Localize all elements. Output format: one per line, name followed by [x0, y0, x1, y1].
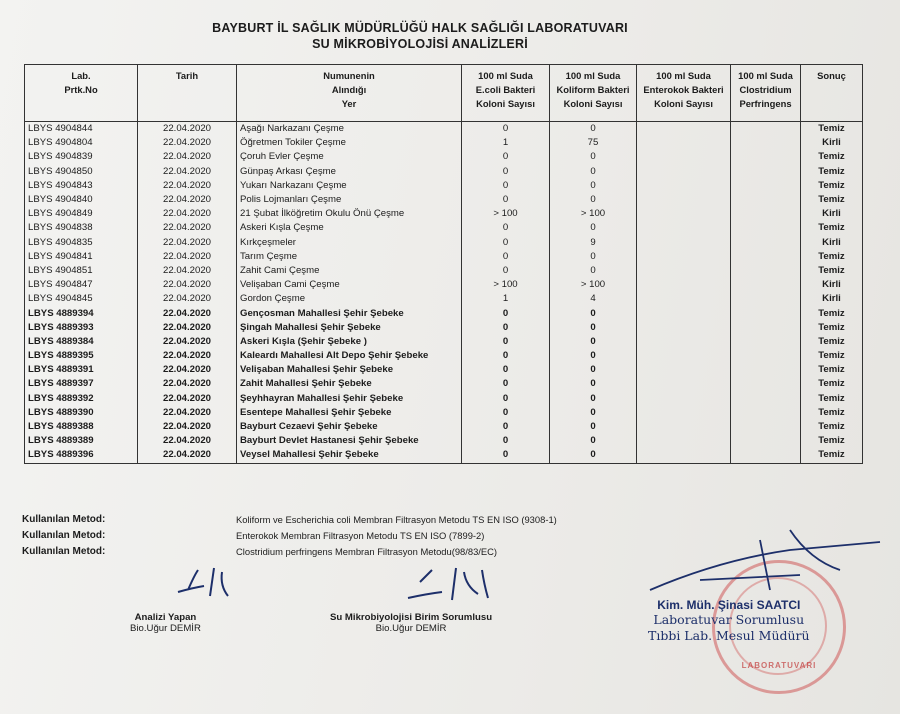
table-row: [25, 264, 863, 278]
result-cell: Temiz: [801, 221, 863, 235]
enterokok-cell: [637, 292, 731, 306]
ecoli-cell: > 100: [462, 278, 550, 292]
analyst-role: Analizi Yapan: [134, 612, 197, 623]
enterokok-cell: [637, 122, 731, 137]
analysis-table: [24, 64, 863, 464]
enterokok-cell: [637, 193, 731, 207]
lab-no-cell: LBYS 4889394: [25, 306, 138, 320]
clostridium-cell: [731, 278, 801, 292]
chief-name: Kim. Müh. Şinasi SAATCI: [657, 598, 801, 612]
place-cell: Velişaban Cami Çeşme: [237, 278, 462, 292]
clostridium-cell: [731, 292, 801, 306]
result-cell: Temiz: [801, 363, 863, 377]
date-cell: 22.04.2020: [138, 420, 237, 434]
koliform-cell: 0: [550, 392, 637, 406]
method-value: Enterokok Membran Filtrasyon Metodu TS EN ISO (7899-2): [236, 530, 485, 541]
title-line-1: BAYBURT İL SAĞLIK MÜDÜRLÜĞÜ HALK SAĞLIĞI LABORATUVARI: [212, 21, 628, 35]
ecoli-cell: 0: [462, 236, 550, 250]
col-header-clostridium: 100 ml Suda Clostridium Perfringens: [731, 65, 801, 122]
result-cell: Kirli: [801, 236, 863, 250]
clostridium-cell: [731, 207, 801, 221]
method-value: Koliform ve Escherichia coli Membran Filtrasyon Metodu TS EN ISO (9308-1): [236, 514, 557, 525]
date-cell: 22.04.2020: [138, 335, 237, 349]
clostridium-cell: [731, 377, 801, 391]
table-row: [25, 165, 863, 179]
koliform-cell: 0: [550, 406, 637, 420]
ecoli-cell: 0: [462, 250, 550, 264]
clostridium-cell: [731, 136, 801, 150]
clostridium-cell: [731, 150, 801, 164]
date-cell: 22.04.2020: [138, 278, 237, 292]
clostridium-cell: [731, 193, 801, 207]
lab-no-cell: LBYS 4904849: [25, 207, 138, 221]
result-cell: Temiz: [801, 306, 863, 320]
date-cell: 22.04.2020: [138, 150, 237, 164]
method-value: Clostridium perfringens Membran Filtrasyon Metodu(98/83/EC): [236, 546, 498, 557]
ecoli-cell: 0: [462, 434, 550, 448]
ecoli-cell: 0: [462, 448, 550, 463]
chief-signature: [640, 520, 890, 600]
place-cell: Askeri Kışla Çeşme: [237, 221, 462, 235]
enterokok-cell: [637, 250, 731, 264]
lab-no-cell: LBYS 4889397: [25, 377, 138, 391]
date-cell: 22.04.2020: [138, 207, 237, 221]
clostridium-cell: [731, 306, 801, 320]
result-cell: Temiz: [801, 392, 863, 406]
col-header-date: Tarih: [138, 65, 237, 122]
place-cell: Şeyhhayran Mahallesi Şehir Şebeke: [237, 392, 462, 406]
clostridium-cell: [731, 321, 801, 335]
result-cell: Temiz: [801, 150, 863, 164]
table-row: [25, 193, 863, 207]
koliform-cell: 0: [550, 321, 637, 335]
table-body: [25, 122, 863, 464]
table-row: [25, 122, 863, 137]
col-header-koliform: 100 ml Suda Koliform Bakteri Koloni Sayısı: [550, 65, 637, 122]
clostridium-cell: [731, 165, 801, 179]
clostridium-cell: [731, 335, 801, 349]
table-row: [25, 377, 863, 391]
koliform-cell: 0: [550, 179, 637, 193]
koliform-cell: 0: [550, 193, 637, 207]
lab-no-cell: LBYS 4889392: [25, 392, 138, 406]
place-cell: Esentepe Mahallesi Şehir Şebeke: [237, 406, 462, 420]
document-title: [160, 20, 680, 52]
table-row: [25, 448, 863, 463]
enterokok-cell: [637, 236, 731, 250]
result-cell: Temiz: [801, 335, 863, 349]
enterokok-cell: [637, 420, 731, 434]
result-cell: Kirli: [801, 207, 863, 221]
lab-no-cell: LBYS 4904839: [25, 150, 138, 164]
enterokok-cell: [637, 136, 731, 150]
place-cell: Çoruh Evler Çeşme: [237, 150, 462, 164]
koliform-cell: > 100: [550, 207, 637, 221]
ecoli-cell: 0: [462, 122, 550, 137]
koliform-cell: 4: [550, 292, 637, 306]
table-row: [25, 406, 863, 420]
ecoli-cell: 0: [462, 321, 550, 335]
place-cell: Yukarı Narkazanı Çeşme: [237, 179, 462, 193]
enterokok-cell: [637, 434, 731, 448]
enterokok-cell: [637, 406, 731, 420]
result-cell: Temiz: [801, 434, 863, 448]
table-row: [25, 136, 863, 150]
place-cell: Gordon Çeşme: [237, 292, 462, 306]
clostridium-cell: [731, 250, 801, 264]
ecoli-cell: 0: [462, 420, 550, 434]
clostridium-cell: [731, 264, 801, 278]
koliform-cell: 0: [550, 264, 637, 278]
lab-no-cell: LBYS 4889390: [25, 406, 138, 420]
place-cell: Kaleardı Mahallesi Alt Depo Şehir Şebeke: [237, 349, 462, 363]
enterokok-cell: [637, 165, 731, 179]
date-cell: 22.04.2020: [138, 363, 237, 377]
lab-no-cell: LBYS 4904851: [25, 264, 138, 278]
koliform-cell: 0: [550, 377, 637, 391]
place-cell: Bayburt Cezaevi Şehir Şebeke: [237, 420, 462, 434]
ecoli-cell: 1: [462, 136, 550, 150]
clostridium-cell: [731, 349, 801, 363]
analyst-name: Bio.Uğur DEMİR: [130, 623, 201, 634]
lab-no-cell: LBYS 4904835: [25, 236, 138, 250]
table-row: [25, 207, 863, 221]
analyst-signature: [170, 562, 250, 602]
place-cell: Zahit Mahallesi Şehir Şebeke: [237, 377, 462, 391]
result-cell: Temiz: [801, 377, 863, 391]
date-cell: 22.04.2020: [138, 221, 237, 235]
clostridium-cell: [731, 420, 801, 434]
clostridium-cell: [731, 221, 801, 235]
place-cell: Aşağı Narkazanı Çeşme: [237, 122, 462, 137]
result-cell: Temiz: [801, 264, 863, 278]
place-cell: Günpaş Arkası Çeşme: [237, 165, 462, 179]
clostridium-cell: [731, 448, 801, 463]
place-cell: Polis Lojmanları Çeşme: [237, 193, 462, 207]
ecoli-cell: 0: [462, 392, 550, 406]
koliform-cell: 0: [550, 221, 637, 235]
date-cell: 22.04.2020: [138, 292, 237, 306]
ecoli-cell: 0: [462, 165, 550, 179]
method-label: Kullanılan Metod:: [22, 514, 106, 525]
method-label: Kullanılan Metod:: [22, 546, 106, 557]
clostridium-cell: [731, 236, 801, 250]
clostridium-cell: [731, 122, 801, 137]
table-row: [25, 363, 863, 377]
unit-signature: [398, 564, 498, 608]
place-cell: Velişaban Mahallesi Şehir Şebeke: [237, 363, 462, 377]
koliform-cell: 0: [550, 150, 637, 164]
table-row: [25, 179, 863, 193]
lab-no-cell: LBYS 4904838: [25, 221, 138, 235]
result-cell: Kirli: [801, 292, 863, 306]
table-row: [25, 306, 863, 320]
date-cell: 22.04.2020: [138, 193, 237, 207]
chief-title-1: Laboratuvar Sorumlusu: [653, 612, 805, 627]
date-cell: 22.04.2020: [138, 250, 237, 264]
clostridium-cell: [731, 363, 801, 377]
place-cell: 21 Şubat İlköğretim Okulu Önü Çeşme: [237, 207, 462, 221]
enterokok-cell: [637, 179, 731, 193]
date-cell: 22.04.2020: [138, 434, 237, 448]
koliform-cell: 0: [550, 250, 637, 264]
place-cell: Askeri Kışla (Şehir Şebeke ): [237, 335, 462, 349]
clostridium-cell: [731, 179, 801, 193]
table-row: [25, 292, 863, 306]
lab-no-cell: LBYS 4904845: [25, 292, 138, 306]
lab-no-cell: LBYS 4904843: [25, 179, 138, 193]
koliform-cell: 0: [550, 306, 637, 320]
date-cell: 22.04.2020: [138, 448, 237, 463]
date-cell: 22.04.2020: [138, 136, 237, 150]
clostridium-cell: [731, 406, 801, 420]
ecoli-cell: 0: [462, 377, 550, 391]
lab-no-cell: LBYS 4904840: [25, 193, 138, 207]
lab-no-cell: LBYS 4904847: [25, 278, 138, 292]
ecoli-cell: 0: [462, 335, 550, 349]
date-cell: 22.04.2020: [138, 377, 237, 391]
table-header-row: [25, 65, 863, 122]
result-cell: Temiz: [801, 250, 863, 264]
table-row: [25, 150, 863, 164]
col-header-place: Numunenin Alındığı Yer: [237, 65, 462, 122]
table-row: [25, 335, 863, 349]
date-cell: 22.04.2020: [138, 165, 237, 179]
lab-no-cell: LBYS 4889391: [25, 363, 138, 377]
ecoli-cell: 0: [462, 306, 550, 320]
method-label: Kullanılan Metod:: [22, 530, 106, 541]
ecoli-cell: 0: [462, 264, 550, 278]
result-cell: Temiz: [801, 420, 863, 434]
result-cell: Temiz: [801, 193, 863, 207]
enterokok-cell: [637, 264, 731, 278]
clostridium-cell: [731, 392, 801, 406]
koliform-cell: 0: [550, 420, 637, 434]
result-cell: Temiz: [801, 321, 863, 335]
enterokok-cell: [637, 278, 731, 292]
place-cell: Bayburt Devlet Hastanesi Şehir Şebeke: [237, 434, 462, 448]
place-cell: Veysel Mahallesi Şehir Şebeke: [237, 448, 462, 463]
koliform-cell: 0: [550, 349, 637, 363]
koliform-cell: 0: [550, 122, 637, 137]
enterokok-cell: [637, 377, 731, 391]
col-header-ecoli: 100 ml Suda E.coli Bakteri Koloni Sayısı: [462, 65, 550, 122]
ecoli-cell: 0: [462, 179, 550, 193]
result-cell: Temiz: [801, 406, 863, 420]
col-header-lab-no: Lab. Prtk.No: [25, 65, 138, 122]
ecoli-cell: 0: [462, 349, 550, 363]
title-line-2: SU MİKROBİYOLOJİSİ ANALİZLERİ: [312, 37, 528, 51]
table-row: [25, 349, 863, 363]
enterokok-cell: [637, 207, 731, 221]
table-row: [25, 250, 863, 264]
unit-signature-block: [330, 612, 492, 634]
koliform-cell: 0: [550, 434, 637, 448]
ecoli-cell: 0: [462, 150, 550, 164]
table-row: [25, 420, 863, 434]
result-cell: Kirli: [801, 278, 863, 292]
koliform-cell: 75: [550, 136, 637, 150]
table-row: [25, 321, 863, 335]
ecoli-cell: 0: [462, 193, 550, 207]
lab-no-cell: LBYS 4904844: [25, 122, 138, 137]
koliform-cell: 0: [550, 335, 637, 349]
koliform-cell: 0: [550, 363, 637, 377]
koliform-cell: 0: [550, 448, 637, 463]
table-row: [25, 236, 863, 250]
col-header-enterokok: 100 ml Suda Enterokok Bakteri Koloni Sayısı: [637, 65, 731, 122]
place-cell: Tarım Çeşme: [237, 250, 462, 264]
enterokok-cell: [637, 221, 731, 235]
table-row: [25, 221, 863, 235]
result-cell: Temiz: [801, 122, 863, 137]
date-cell: 22.04.2020: [138, 179, 237, 193]
lab-no-cell: LBYS 4889396: [25, 448, 138, 463]
table-row: [25, 278, 863, 292]
lab-no-cell: LBYS 4904804: [25, 136, 138, 150]
result-cell: Temiz: [801, 165, 863, 179]
place-cell: Zahit Cami Çeşme: [237, 264, 462, 278]
place-cell: Kırkçeşmeler: [237, 236, 462, 250]
result-cell: Temiz: [801, 349, 863, 363]
koliform-cell: 0: [550, 165, 637, 179]
ecoli-cell: 0: [462, 406, 550, 420]
lab-no-cell: LBYS 4889395: [25, 349, 138, 363]
lab-no-cell: LBYS 4889388: [25, 420, 138, 434]
enterokok-cell: [637, 306, 731, 320]
result-cell: Temiz: [801, 179, 863, 193]
enterokok-cell: [637, 335, 731, 349]
clostridium-cell: [731, 434, 801, 448]
place-cell: Öğretmen Tokiler Çeşme: [237, 136, 462, 150]
enterokok-cell: [637, 321, 731, 335]
date-cell: 22.04.2020: [138, 406, 237, 420]
lab-no-cell: LBYS 4904841: [25, 250, 138, 264]
result-cell: Temiz: [801, 448, 863, 463]
date-cell: 22.04.2020: [138, 306, 237, 320]
table-row: [25, 392, 863, 406]
lab-no-cell: LBYS 4889393: [25, 321, 138, 335]
chief-title-2: Tıbbi Lab. Mesul Müdürü: [648, 628, 810, 643]
place-cell: Gençosman Mahallesi Şehir Şebeke: [237, 306, 462, 320]
date-cell: 22.04.2020: [138, 392, 237, 406]
date-cell: 22.04.2020: [138, 321, 237, 335]
lab-no-cell: LBYS 4889389: [25, 434, 138, 448]
unit-name: Bio.Uğur DEMİR: [375, 623, 447, 634]
ecoli-cell: 0: [462, 221, 550, 235]
unit-role: Su Mikrobiyolojisi Birim Sorumlusu: [330, 612, 493, 623]
ecoli-cell: 0: [462, 363, 550, 377]
enterokok-cell: [637, 150, 731, 164]
koliform-cell: 9: [550, 236, 637, 250]
stamp-text: LABORATUVARI: [741, 661, 817, 670]
enterokok-cell: [637, 448, 731, 463]
koliform-cell: > 100: [550, 278, 637, 292]
date-cell: 22.04.2020: [138, 122, 237, 137]
table-row: [25, 434, 863, 448]
lab-no-cell: LBYS 4904850: [25, 165, 138, 179]
analyst-signature-block: [130, 612, 201, 634]
place-cell: Şingah Mahallesi Şehir Şebeke: [237, 321, 462, 335]
date-cell: 22.04.2020: [138, 236, 237, 250]
ecoli-cell: > 100: [462, 207, 550, 221]
lab-no-cell: LBYS 4889384: [25, 335, 138, 349]
date-cell: 22.04.2020: [138, 264, 237, 278]
date-cell: 22.04.2020: [138, 349, 237, 363]
enterokok-cell: [637, 392, 731, 406]
enterokok-cell: [637, 363, 731, 377]
enterokok-cell: [637, 349, 731, 363]
ecoli-cell: 1: [462, 292, 550, 306]
col-header-result: Sonuç: [801, 65, 863, 122]
result-cell: Kirli: [801, 136, 863, 150]
chief-signature-block: [648, 598, 810, 644]
